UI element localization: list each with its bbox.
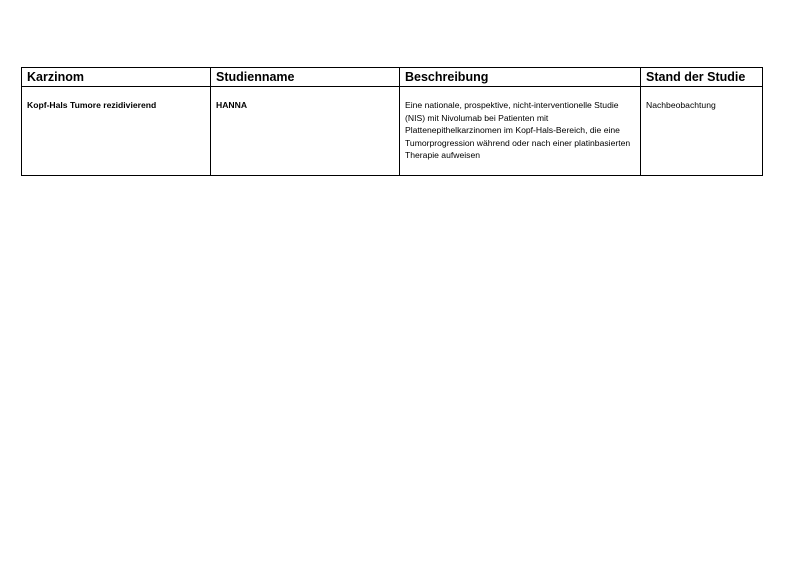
cell-stand-der-studie: Nachbeobachtung <box>641 87 763 176</box>
cell-studienname: HANNA <box>211 87 400 176</box>
table-row <box>22 87 763 176</box>
studies-table <box>21 67 763 176</box>
cell-beschreibung: Eine nationale, prospektive, nicht-interventionelle Studie (NIS) mit Nivolumab bei Patienten mit Plattenepithelkarzinomen im Kopf-Hals-Bereich, die eine Tumorprogression während oder nach einer platinbasierten Therapie aufweisen <box>400 87 641 176</box>
column-header-karzinom: Karzinom <box>22 68 211 87</box>
column-header-beschreibung: Beschreibung <box>400 68 641 87</box>
column-header-studienname: Studienname <box>211 68 400 87</box>
column-header-stand-der-studie: Stand der Studie <box>641 68 763 87</box>
table-header-row <box>22 68 763 87</box>
cell-karzinom: Kopf-Hals Tumore rezidivierend <box>22 87 211 176</box>
